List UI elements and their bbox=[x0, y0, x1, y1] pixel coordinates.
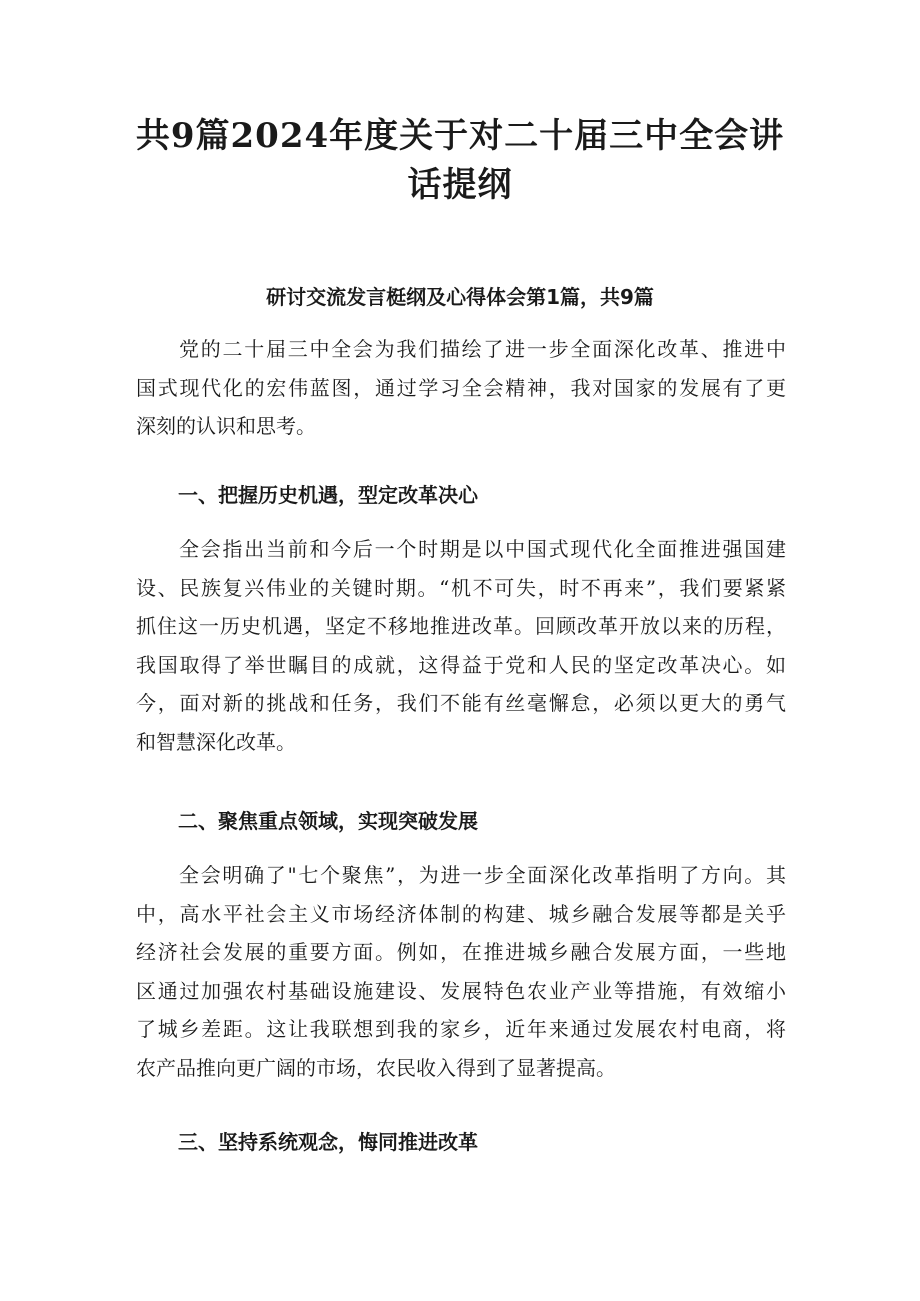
heading-3: 三、坚持系统观念，悔同推进改革 bbox=[178, 1130, 478, 1154]
paragraph-line: 全会明确了"七个聚焦”，为进一步全面深化改革指明了方向。其 bbox=[179, 863, 786, 887]
paragraph-1 bbox=[136, 330, 786, 446]
document-title-line-2: 话提纲 bbox=[407, 165, 513, 205]
paragraph-2 bbox=[136, 530, 786, 761]
paragraph-line: 经济社会发展的重要方面。例如，在推进城乡融合发展方面，一些地 bbox=[136, 940, 786, 964]
paragraph-line: 和智慧深化改革。 bbox=[136, 729, 296, 754]
heading-1: 一、把握历史机遇，型定改革决心 bbox=[178, 483, 478, 507]
section-subtitle: 研讨交流发言梃纲及心得体会第1篇，共9篇 bbox=[266, 285, 654, 309]
paragraph-line: 设、民族复兴伟业的关键时期。“机不可失，时不再来”，我们要紧紧 bbox=[136, 575, 786, 600]
paragraph-line: 区通过加强农村基础设施建设、发展特色农业产业等措施，有效缩小 bbox=[136, 978, 786, 1003]
paragraph-line: 国式现代化的宏伟蓝图，通过学习全会精神，我对国家的发展有了更 bbox=[136, 375, 786, 400]
paragraph-3 bbox=[136, 856, 786, 1087]
document-title-line-1: 共9篇2024年度关于对二十届三中全会讲 bbox=[135, 116, 785, 156]
paragraph-line: 农产品推向更广阔的市场，农民收入得到了显著提高。 bbox=[136, 1055, 616, 1080]
paragraph-line: 抓住这一历史机遇，坚定不移地推进改革。回顾改革开放以来的历程， bbox=[136, 614, 786, 638]
paragraph-line: 党的二十届三中全会为我们描绘了进一步全面深化改革、推进中 bbox=[179, 337, 786, 361]
heading-2: 二、聚焦重点领域，实现突破发展 bbox=[178, 809, 478, 833]
paragraph-line: 了城乡差距。这让我联想到我的家乡，近年来通过发展农村电商，将 bbox=[136, 1017, 786, 1041]
paragraph-line: 中，高水平社会主义市场经济体制的构建、城乡融合发展等都是关乎 bbox=[136, 901, 786, 926]
paragraph-line: 今，面对新的挑战和任务，我们不能有丝毫懈怠，必须以更大的勇气 bbox=[136, 691, 786, 715]
paragraph-line: 深刻的认识和思考。 bbox=[136, 414, 316, 438]
paragraph-line: 全会指出当前和今后一个时期是以中国式现代化全面推进强国建 bbox=[179, 537, 786, 561]
paragraph-line: 我国取得了举世瞩目的成就，这得益于党和人民的坚定改革决心。如 bbox=[136, 652, 786, 677]
